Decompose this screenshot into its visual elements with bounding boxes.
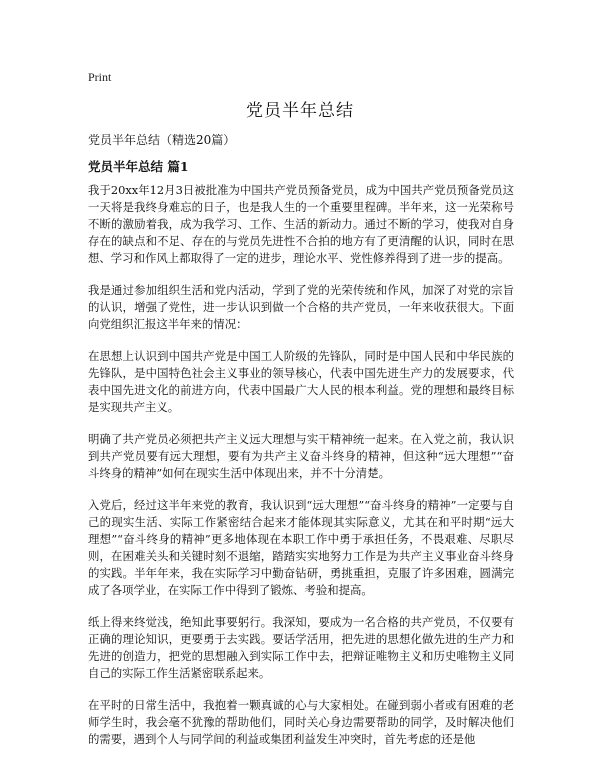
body-paragraph: 我于20xx年12月3日被批准为中国共产党员预备党员，成为中国共产党员预备党员这一天将是我终身难忘的日子，也是我人生的一个重要里程碑。半年来，这一光荣称号不断的激励着我，成为我学习、工作、生活的新动力。通过不断的学习，使我对自身存在的缺点和不足、存在的与党员先进性不合拍的地方有了更清醒的认识，同时在思想、学习和作风上都取得了一定的进步，理论水平、党性修养得到了进一步的提高。: [88, 183, 514, 265]
section-heading: 党员半年总结 篇1: [88, 159, 189, 174]
body-paragraph: 在思想上认识到中国共产党是中国工人阶级的先锋队，同时是中国人民和中华民族的先锋队，是中国特色社会主义事业的领导核心，代表中国先进生产力的发展要求，代表中国先进文化的前进方向，代表中国最广大人民的根本利益。党的理想和最终目标是实现共产主义。: [88, 349, 514, 414]
body-paragraph: 在平时的日常生活中，我抱着一颗真诚的心与大家相处。在碰到弱小者或有困难的老师学生时，我会毫不犹豫的帮助他们，同时关心身边需要帮助的同学，及时解决他们的需要，遇到个人与同学间的利益或集团利益发生冲突时，首先考虑的还是他: [88, 698, 514, 746]
body-paragraph: 明确了共产党员必须把共产主义远大理想与实干精神统一起来。在入党之前，我认识到共产党员要有远大理想，要有为共产主义奋斗终身的精神，但这种“远大理想”“奋斗终身的精神”如何在现实生活中体现出来，并不十分清楚。: [88, 432, 514, 480]
print-link[interactable]: Print: [88, 70, 112, 84]
document-title: 党员半年总结: [246, 101, 354, 121]
body-paragraph: 入党后，经过这半年来党的教育，我认识到“远大理想”“奋斗终身的精神”一定要与自己的现实生活、实际工作紧密结合起来才能体现其实际意义，尤其在和平时期“远大理想”“奋斗终身的精神”更多地体现在本职工作中勇于承担任务，不畏艰难、尽职尽则，在困难关头和关键时刻不退缩，踏踏实实地努力工作是为共产主义事业奋斗终身的实践。半年年来，我在实际学习中勤奋钻研，勇挑重担，克服了许多困难，圆满完成了各项学业，在实际工作中得到了锻炼、考验和提高。: [88, 498, 514, 597]
document-body: [88, 182, 514, 763]
body-paragraph: 我是通过参加组织生活和党内活动，学到了党的光荣传统和作风，加深了对党的宗旨的认识，增强了党性，进一步认识到做一个合格的共产党员，一年来收获很大。下面向党组织汇报这半年来的情况：: [88, 283, 514, 331]
body-paragraph: 纸上得来终觉浅，绝知此事要躬行。我深知，要成为一名合格的共产党员，不仅要有正确的理论知识，更要勇于去实践。要话学活用，把先进的思想化做先进的生产力和先进的创造力，把党的思想融入到实际工作中去，把辩证唯物主义和历史唯物主义同自己的实际工作生活紧密联系起来。: [88, 615, 514, 680]
document-subtitle: 党员半年总结（精选20篇）: [88, 133, 236, 147]
